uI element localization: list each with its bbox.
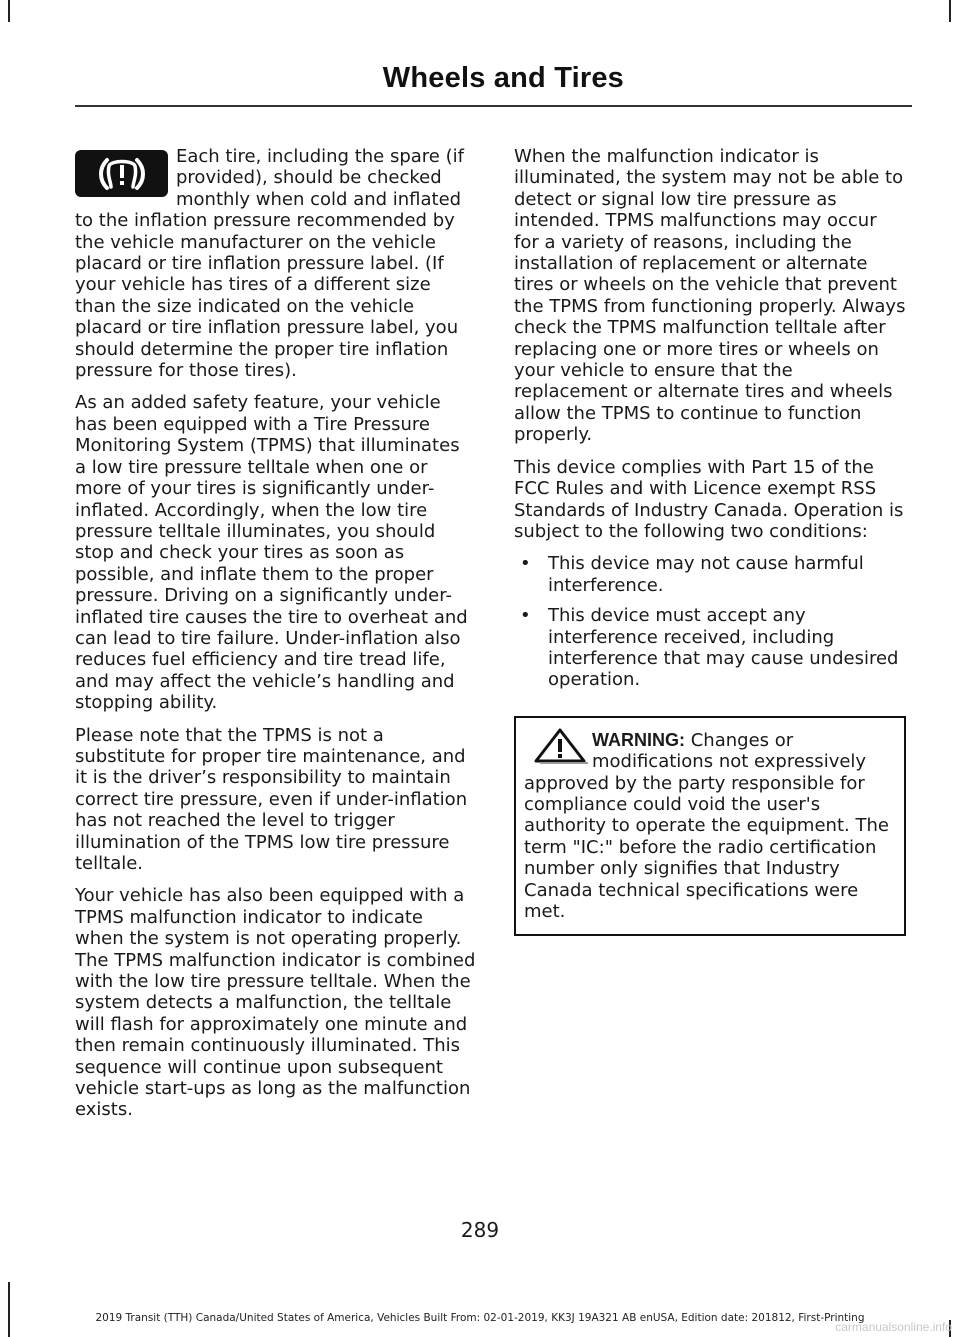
crop-mark-top-left — [8, 0, 10, 22]
paragraph-tire-check: Each tire, including the spare (if provided), should be checked monthly when cold and inflated to the inflation pressure recommended by the vehicle manufacturer on the vehicle placard or tire inflation pressure label. (If your vehicle has tires of a different size than the size indicated on the vehicle placard or tire inflation pressure label, you should determine the proper tire inflation pressure for those tires). — [75, 146, 464, 382]
edition-footer: 2019 Transit (TTH) Canada/United States of America, Vehicles Built From: 02-01-2019, KK3J 19A321 AB enUSA, Edition date: 201812, First-Printing — [95, 1312, 865, 1324]
paragraph-fcc-compliance: This device complies with Part 15 of the FCC Rules and with Licence exempt RSS Standards of Industry Canada. Operation is subject to the following two conditions: — [514, 456, 904, 542]
warning-text: Changes or modifications not expressively approved by the party responsible for compliance could void the user's authority to operate the equipment. The term "IC:" before the radio certification number only signifies that Industry Canada technical specifications were met. — [524, 729, 889, 922]
paragraph-malfunction-indicator: Your vehicle has also been equipped with a TPMS malfunction indicator to indicate when the system is not operating properly. The TPMS malfunction indicator is combined with the low tire pressure telltale. When the system detects a malfunction, the telltale will flash for approximately one minute and then remain continuously illuminated. This sequence will continue upon subsequent vehicle start-ups as long as the malfunction exists. — [75, 885, 476, 1121]
crop-mark-top-right — [949, 0, 951, 22]
tpms-warning-icon — [75, 150, 168, 197]
warning-triangle-icon — [532, 728, 588, 764]
page-title: Wheels and Tires — [382, 62, 624, 94]
list-item: • This device must accept any interference received, including interference that may cause undesired operation. — [514, 605, 906, 691]
watermark: carmanualsonline.info — [835, 1320, 952, 1334]
left-column — [75, 146, 476, 1132]
conditions-list — [514, 553, 906, 690]
paragraph-tpms-feature: As an added safety feature, your vehicle has been equipped with a Tire Pressure Monitoring System (TPMS) that illuminates a low tire pressure telltale when one or more of your tires is significantly under-inflated. Accordingly, when the low tire pressure telltale illuminates, you should stop and check your tires as soon as possible, and inflate them to the proper pressure. Driving on a significantly under-inflated tire causes the tire to overheat and can lead to tire failure. Under-inflation also reduces fuel efficiency and tire tread life, and may affect the vehicle’s handling and stopping ability. — [75, 392, 468, 714]
header-divider — [75, 105, 912, 107]
crop-mark-bottom-left — [8, 1282, 10, 1337]
warning-label: WARNING: — [592, 729, 685, 750]
paragraph-tpms-note: Please note that the TPMS is not a substitute for proper tire maintenance, and it is the driver’s responsibility to maintain correct tire pressure, even if under-inflation has not reached the level to trigger illumination of the TPMS low tire pressure telltale. — [75, 724, 468, 874]
right-column — [514, 146, 906, 936]
paragraph-malfunction-detail: When the malfunction indicator is illuminated, the system may not be able to detect or signal low tire pressure as intended. TPMS malfunctions may occur for a variety of reasons, including the installation of replacement or alternate tires or wheels on the vehicle that prevent the TPMS from functioning properly. Always check the TPMS malfunction telltale after replacing one or more tires or wheels on your vehicle to ensure that the replacement or alternate tires and wheels allow the TPMS to continue to function properly. — [514, 146, 906, 446]
page-number: 289 — [460, 1218, 500, 1242]
warning-box — [514, 716, 906, 937]
list-item: • This device may not cause harmful interference. — [514, 553, 906, 596]
